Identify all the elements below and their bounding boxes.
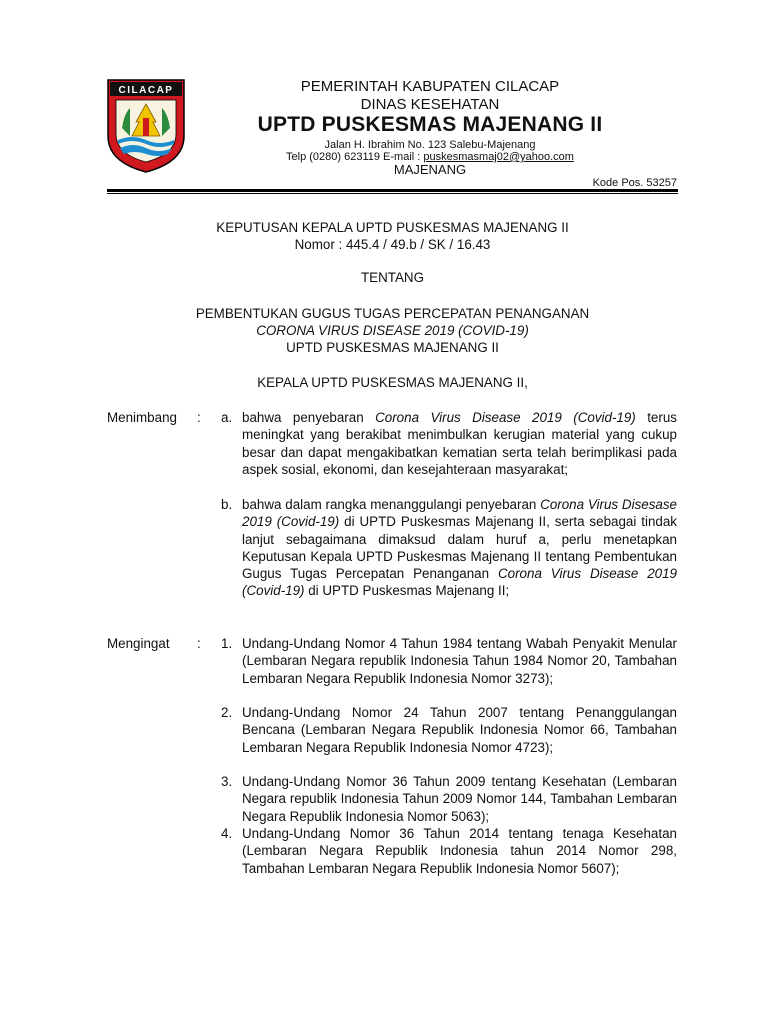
decree-head: KEPALA UPTD PUSKESMAS MAJENANG II, [257,375,528,390]
decree-number: Nomor : 445.4 / 49.b / SK / 16.43 [294,237,491,252]
mengingat-marker-4: 4. [221,826,233,841]
cilacap-emblem-logo [106,78,186,174]
decree-title: KEPUTUSAN KEPALA UPTD PUSKESMAS MAJENANG II [216,220,569,235]
menimbang-marker-b: b. [221,497,233,512]
address: Jalan H. Ibrahim No. 123 Salebu-Majenang [324,139,536,151]
menimbang-label: Menimbang [107,410,177,425]
letterhead-divider-thin [107,193,678,194]
decree-subject-line3: UPTD PUSKESMAS MAJENANG II [286,340,499,355]
institution-name: UPTD PUSKESMAS MAJENANG II [257,113,603,136]
menimbang-marker-a: a. [221,410,233,425]
decree-subject-line2: CORONA VIRUS DISEASE 2019 (COVID-19) [256,323,529,338]
phone-text: Telp (0280) 623119 E-mail : [286,151,424,163]
agency-name: DINAS KESEHATAN [360,96,500,113]
letterhead-divider [107,189,678,192]
menimbang-item-a: bahwa penyebaran Corona Virus Disease 2019 (Covid-19) terus meningkat yang berakibat menimbulkan kerugian material yang cukup besar dan dapat mengakibatkan kematian serta telah berimplikasi pada aspek sosial, ekonomi, dan kesejahteraan masyarakat; [242,410,677,477]
mengingat-item-3: Undang-Undang Nomor 36 Tahun 2009 tentang Kesehatan (Lembaran Negara republik Indonesia Tahun 2009 Nomor 144, Tambahan Lembaran Negara Republik Indonesia Nomor 5063); [242,774,677,824]
gov-name: PEMERINTAH KABUPATEN CILACAP [300,78,560,95]
menimbang-colon: : [197,410,201,425]
mengingat-marker-2: 2. [221,705,233,720]
postal-code: Kode Pos. 53257 [592,177,677,189]
mengingat-item-2: Undang-Undang Nomor 24 Tahun 2007 tentang Penanggulangan Bencana (Lembaran Negara Republik Indonesia Nomor 66, Tambahan Lembaran Negara Republik Indonesia Nomor 4723); [242,705,677,755]
city: MAJENANG [393,162,467,177]
mengingat-item-1: Undang-Undang Nomor 4 Tahun 1984 tentang Wabah Penyakit Menular (Lembaran Negara republik Indonesia Tahun 1984 Nomor 20, Tambahan Lembaran Negara Republik Indonesia Nomor 3273); [242,636,677,686]
email-link[interactable]: puskesmasmaj02@yahoo.com [423,151,574,163]
decree-about: TENTANG [361,270,424,285]
mengingat-marker-1: 1. [221,636,233,651]
decree-subject-line1: PEMBENTUKAN GUGUS TUGAS PERCEPATAN PENANGANAN [195,306,590,321]
logo-text: CILACAP [118,85,174,96]
mengingat-marker-3: 3. [221,774,233,789]
mengingat-colon: : [197,636,201,651]
mengingat-item-4: Undang-Undang Nomor 36 Tahun 2014 tentang tenaga Kesehatan (Lembaran Negara Republik Indonesia tahun 2014 Nomor 298, Tambahan Lembaran Negara Republik Indonesia Nomor 5607); [242,826,677,876]
mengingat-label: Mengingat [107,636,170,651]
menimbang-item-b: bahwa dalam rangka menanggulangi penyebaran Corona Virus Disesase 2019 (Covid-19) di UPTD Puskesmas Majenang II, serta sebagai tindak lanjut sebagaimana dimaksud dalam huruf a, perlu menetapkan Keputusan Kepala UPTD Puskesmas Majenang II tentang Pembentukan Gugus Tugas Percepatan Penanganan Corona Virus Disease 2019 (Covid-19) di UPTD Puskesmas Majenang II; [242,497,678,599]
